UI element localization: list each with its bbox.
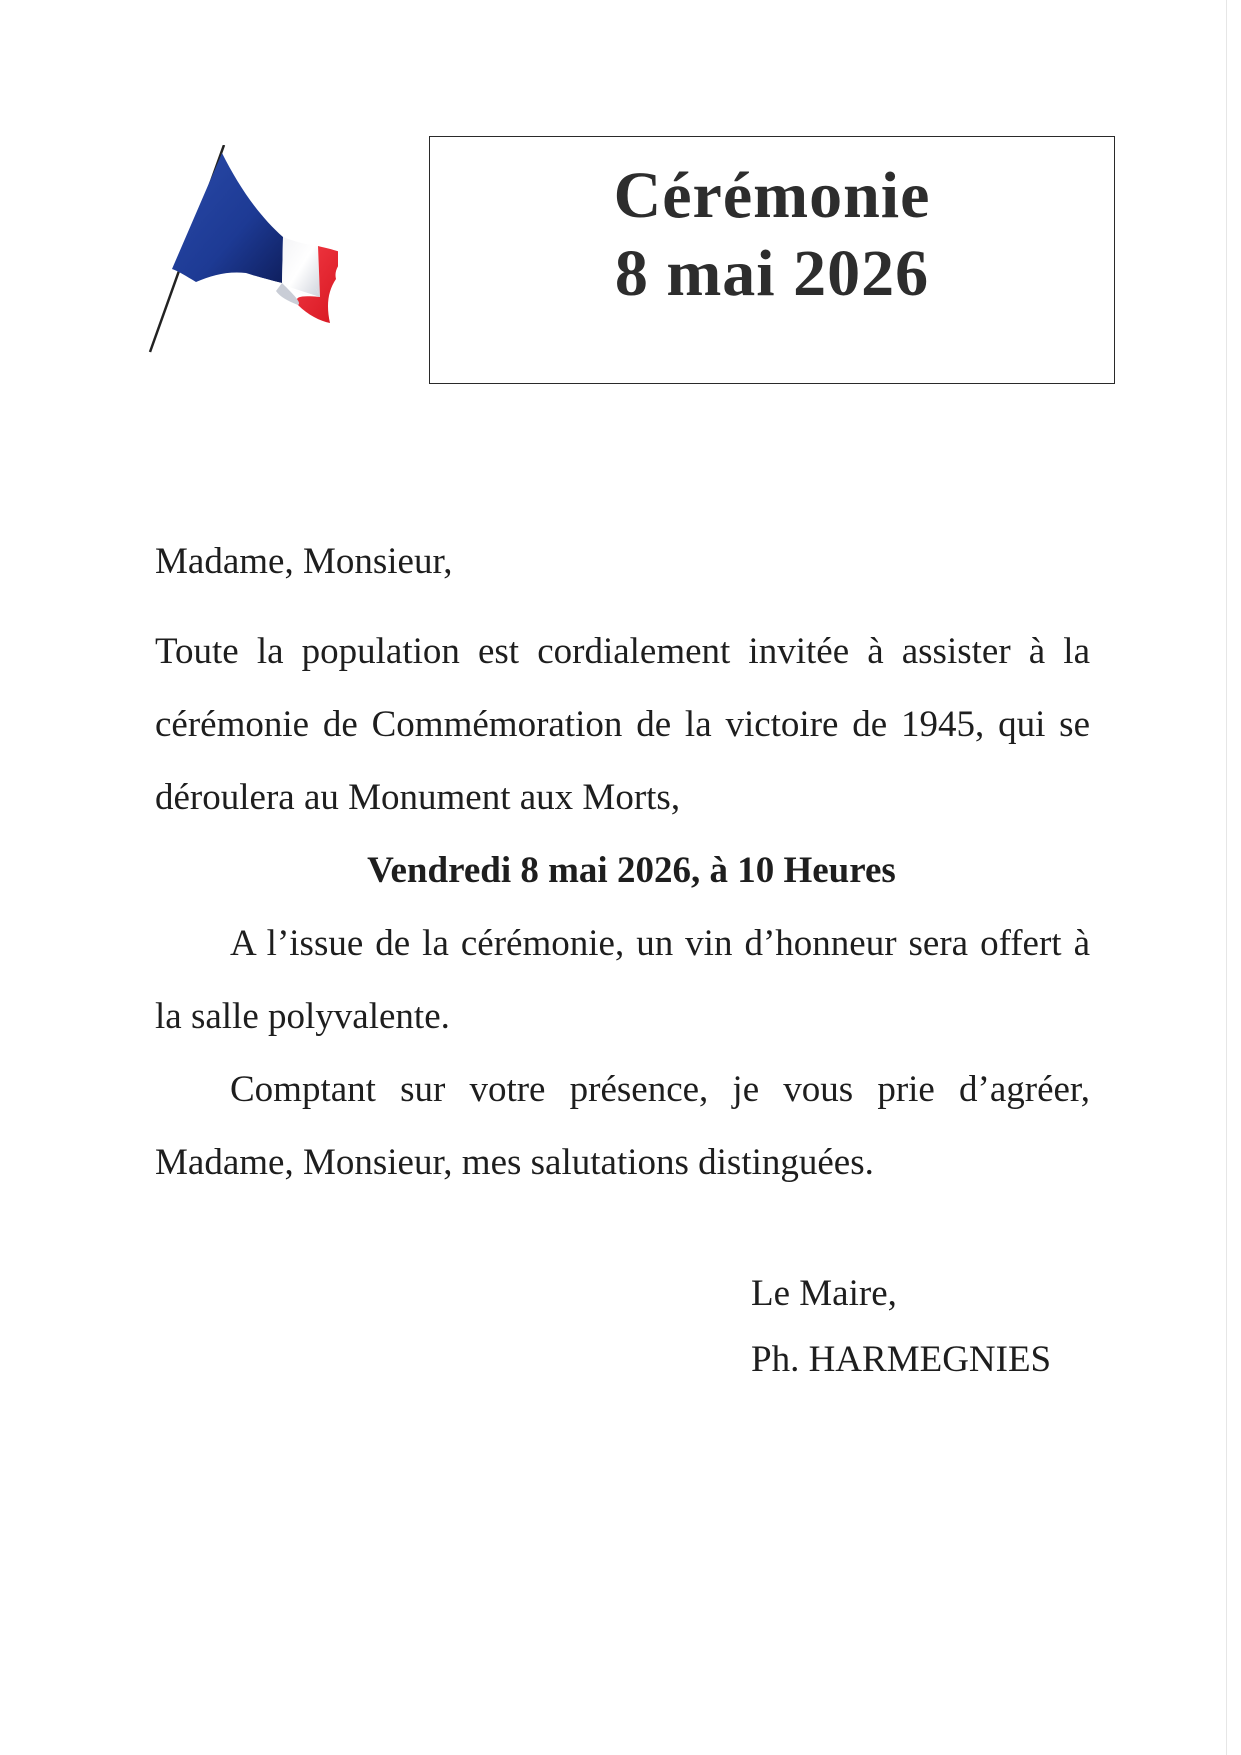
- title-date: 8 mai 2026: [614, 237, 930, 310]
- greeting: Madame, Monsieur,: [155, 541, 453, 582]
- french-flag-icon: [148, 145, 338, 355]
- signatory-role: Le Maire,: [751, 1273, 897, 1314]
- closing-paragraph: Comptant sur votre présence, je vous prie d’agréer, Madame, Monsieur, mes salutations distinguées.: [155, 1069, 1090, 1183]
- flag-white-band: [282, 237, 320, 297]
- invitation-paragraph: Toute la population est cordialement invitée à assister à la cérémonie de Commémoration de la victoire de 1945, qui se déroulera au Monument aux Morts,: [155, 631, 1090, 818]
- letter-body: [155, 525, 1090, 1199]
- title-box: [429, 136, 1115, 384]
- scan-edge-line: [1226, 0, 1227, 1755]
- signature-block: [751, 1261, 1051, 1393]
- event-date-time: Vendredi 8 mai 2026, à 10 Heures: [367, 850, 896, 891]
- page-title: Cérémonie: [613, 159, 931, 232]
- signatory-name: Ph. HARMEGNIES: [751, 1339, 1052, 1380]
- reception-paragraph: A l’issue de la cérémonie, un vin d’honneur sera offert à la salle polyvalente.: [155, 923, 1090, 1037]
- flag-blue-band: [172, 153, 283, 283]
